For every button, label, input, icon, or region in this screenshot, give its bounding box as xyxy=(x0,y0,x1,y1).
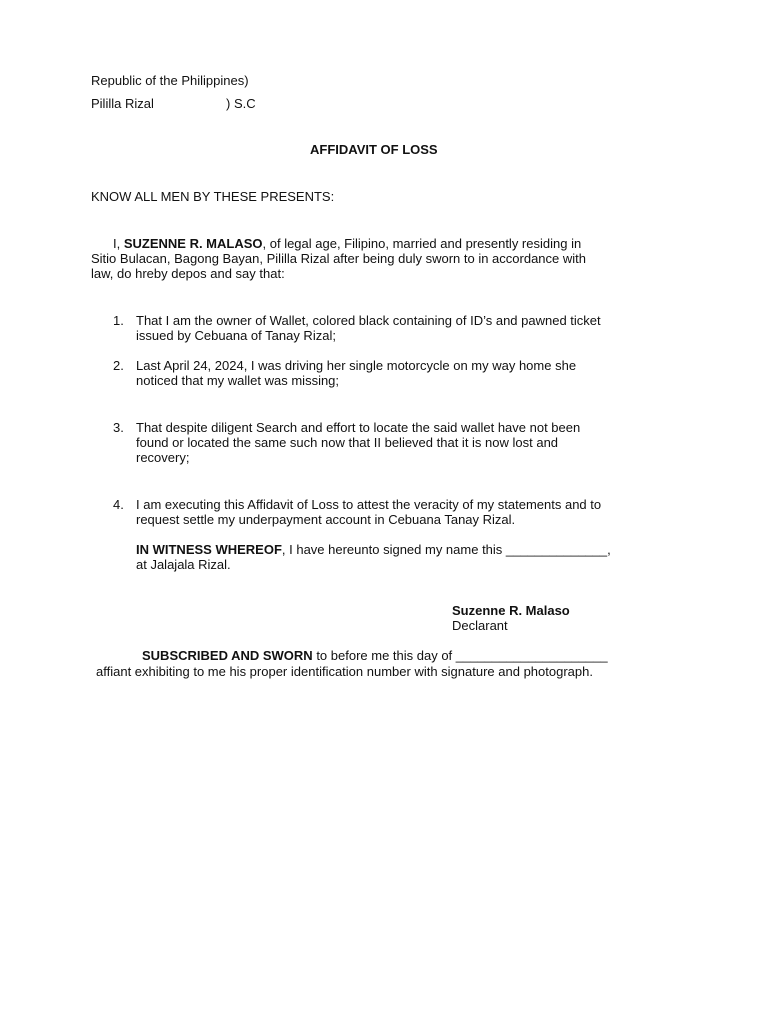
item-1-line-2: issued by Cebuana of Tanay Rizal; xyxy=(136,328,336,343)
know-all-heading: KNOW ALL MEN BY THESE PRESENTS: xyxy=(91,189,335,204)
item-4-line-1: I am executing this Affidavit of Loss to attest the veracity of my statements and to xyxy=(136,497,602,512)
item-3-line-2: found or located the same such now that II believed that it is now lost and xyxy=(136,435,559,450)
header-sc: ) S.C xyxy=(226,96,256,111)
item-number: 1. xyxy=(113,313,124,328)
witness-rest: , I have hereunto signed my name this ______________, xyxy=(281,542,611,557)
affiant-name: SUZENNE R. MALASO xyxy=(123,236,263,251)
intro-line-2: Sitio Bulacan, Bagong Bayan, Pililla Rizal after being duly sworn to in accordance with xyxy=(91,251,586,266)
document-title: AFFIDAVIT OF LOSS xyxy=(310,142,438,157)
item-2-line-1: Last April 24, 2024, I was driving her single motorcycle on my way home she xyxy=(136,358,577,373)
witness-line-2: at Jalajala Rizal. xyxy=(136,557,231,572)
witness-line-1 xyxy=(136,542,611,557)
item-1-line-1: That I am the owner of Wallet, colored black containing of ID’s and pawned ticket xyxy=(136,313,601,328)
intro-rest: , of legal age, Filipino, married and presently residing in xyxy=(262,236,582,251)
sworn-heading: SUBSCRIBED AND SWORN xyxy=(142,648,313,663)
item-3-line-1: That despite diligent Search and effort to locate the said wallet have not been xyxy=(136,420,581,435)
signatory-name: Suzenne R. Malaso xyxy=(452,603,570,618)
sworn-line-2: affiant exhibiting to me his proper identification number with signature and photograph. xyxy=(96,664,593,679)
sworn-line-1 xyxy=(142,648,608,663)
item-number: 4. xyxy=(113,497,124,512)
item-3-line-3: recovery; xyxy=(136,450,190,465)
header-republic: Republic of the Philippines) xyxy=(91,73,249,88)
intro-prefix: I, xyxy=(113,236,124,251)
item-number: 3. xyxy=(113,420,124,435)
item-number: 2. xyxy=(113,358,124,373)
item-2-line-2: noticed that my wallet was missing; xyxy=(136,373,340,388)
intro-line-1 xyxy=(113,236,581,251)
sworn-rest: to before me this day of _____________________ xyxy=(312,648,608,663)
header-place: Pililla Rizal xyxy=(91,96,154,111)
signatory-role: Declarant xyxy=(452,618,508,633)
intro-line-3: law, do hreby depos and say that: xyxy=(91,266,285,281)
item-4-line-2: request settle my underpayment account in Cebuana Tanay Rizal. xyxy=(136,512,516,527)
witness-heading: IN WITNESS WHEREOF xyxy=(136,542,282,557)
